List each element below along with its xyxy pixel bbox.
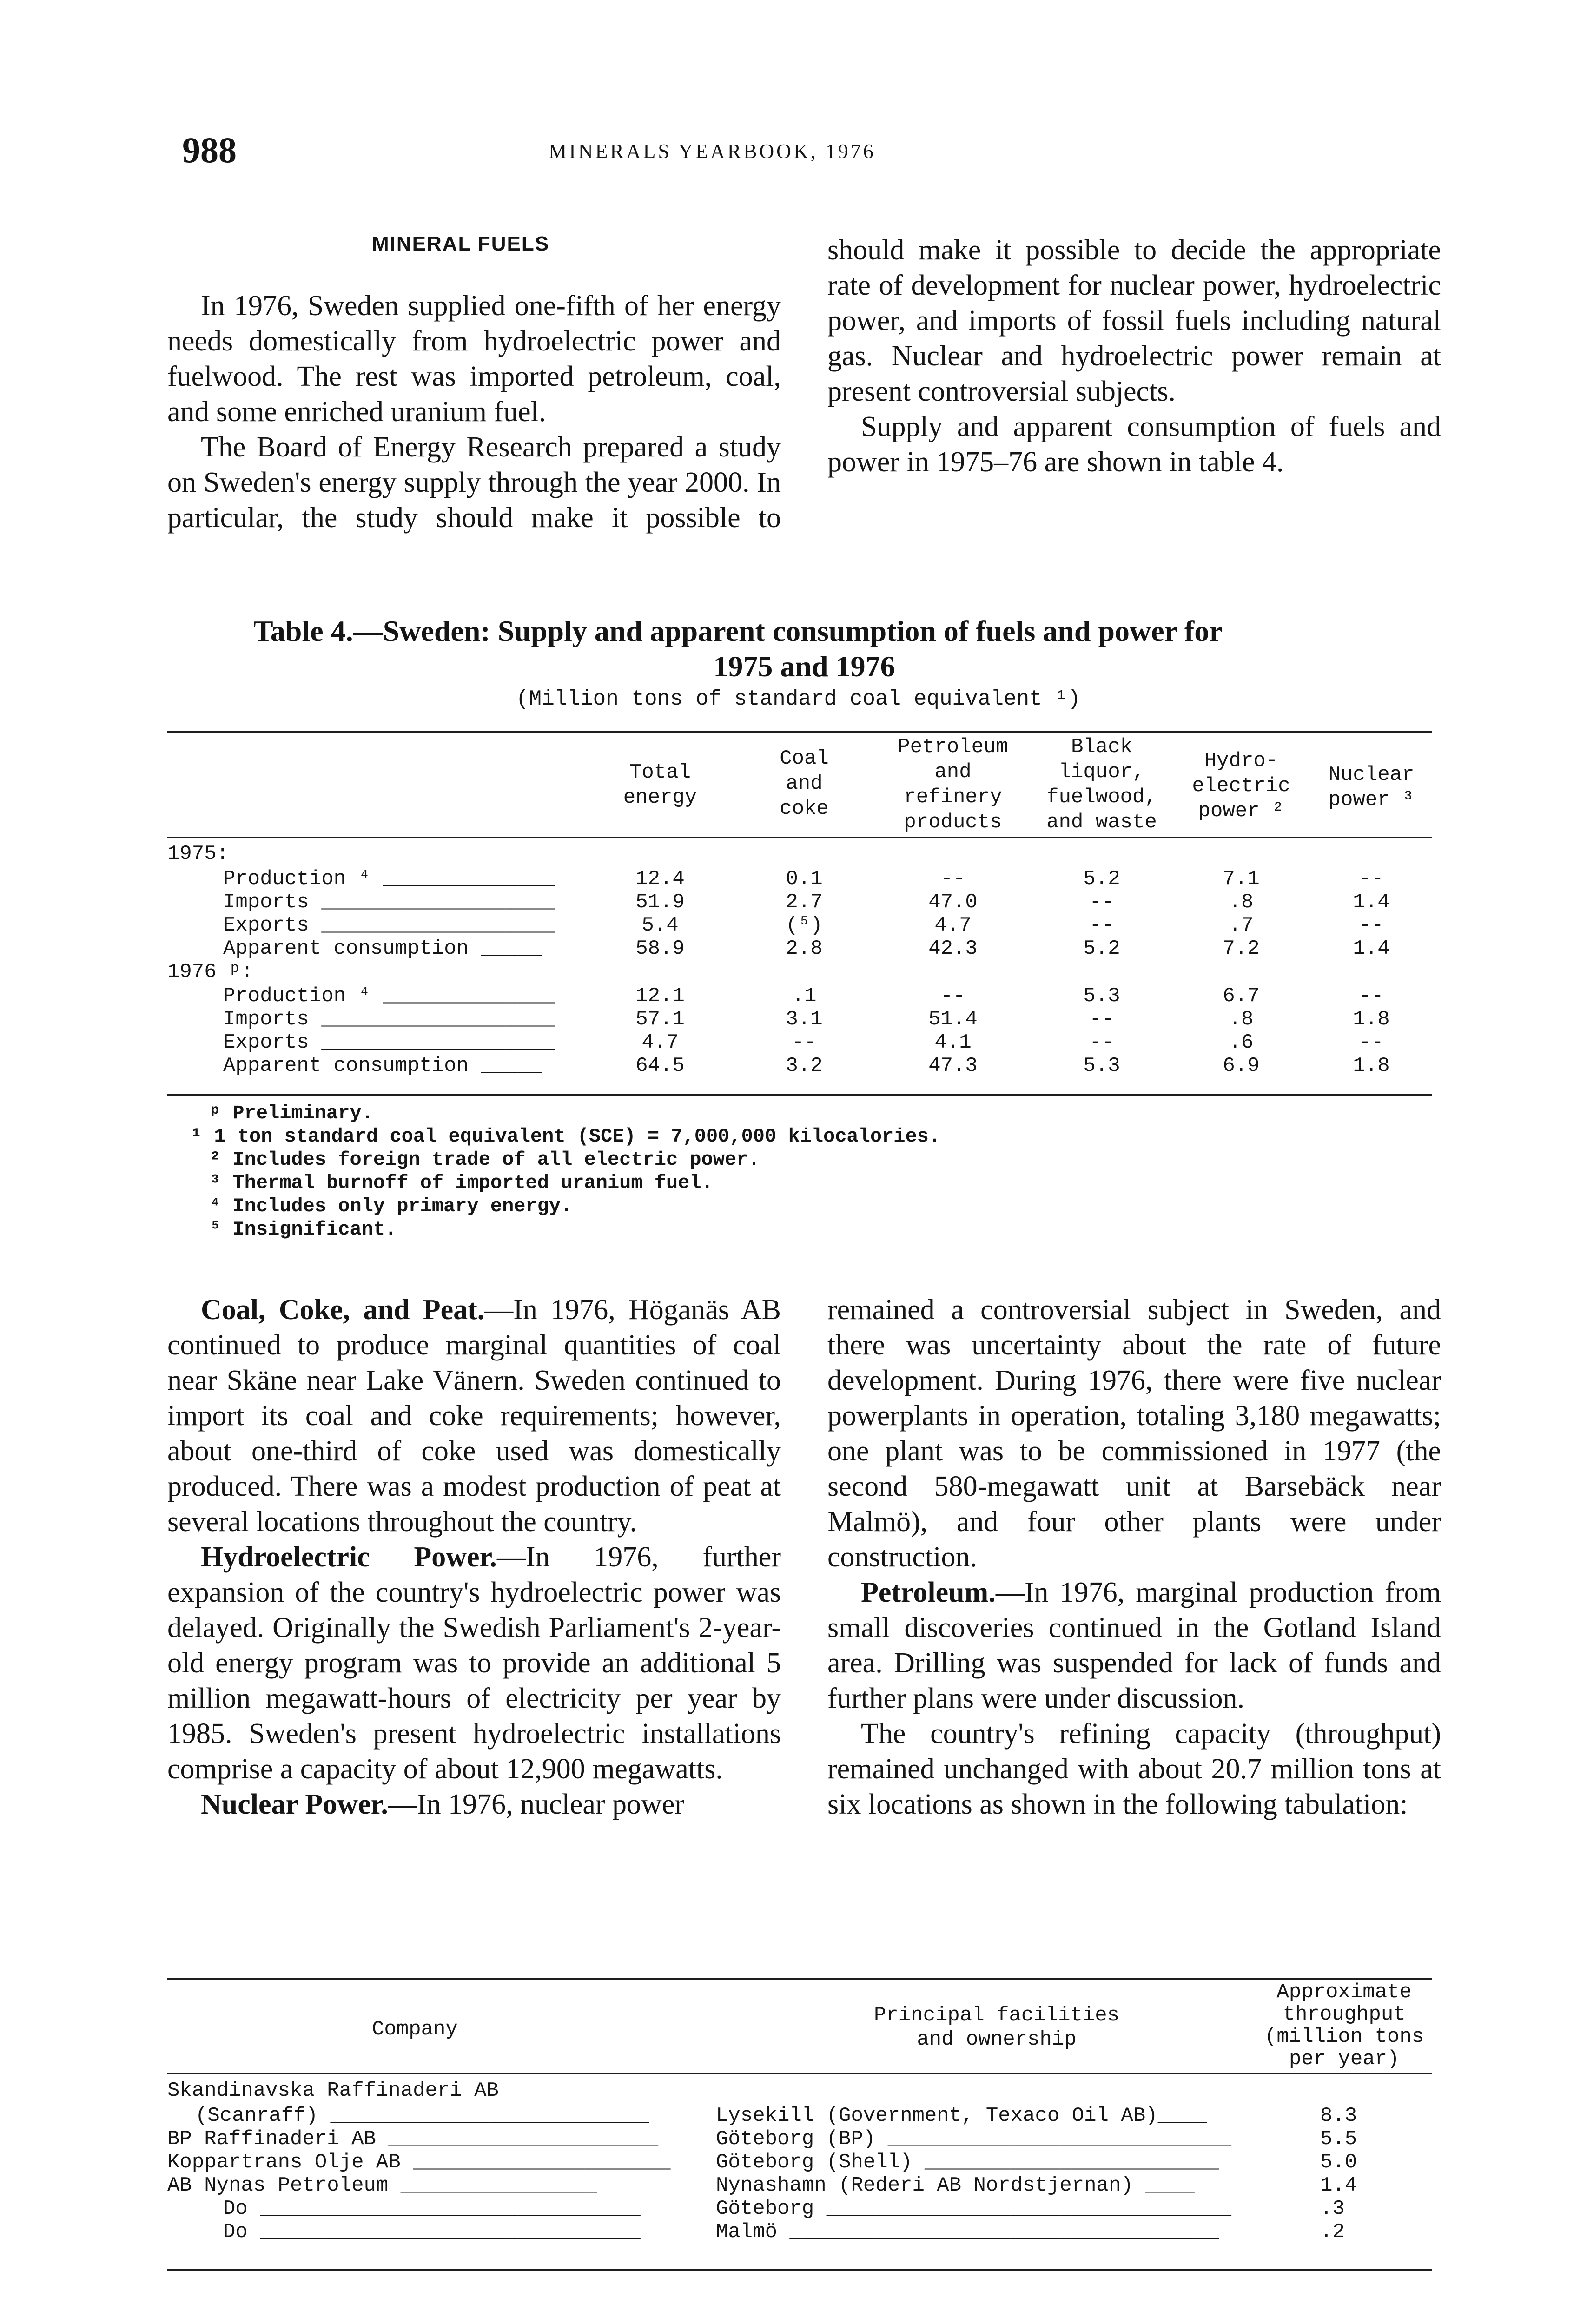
cell: 7.1 (1223, 867, 1260, 891)
cell: 4.7 (934, 914, 972, 937)
footnote: ⁴ Includes only primary energy. (209, 1195, 573, 1217)
cell: -- (940, 984, 965, 1008)
list-item: BP Raffinaderi AB ______________________ (167, 2127, 659, 2151)
cell: 5.4 (641, 914, 679, 937)
col-header-facilities: Principal facilities and ownership (874, 2004, 1120, 2051)
cell: 6.9 (1223, 1054, 1260, 1077)
cell: -- (1359, 1031, 1384, 1054)
cell: .2 (1320, 2220, 1345, 2244)
nuclear-heading: Nuclear Power. (201, 1789, 388, 1820)
cell: 51.4 (928, 1008, 978, 1031)
cell: 12.1 (635, 984, 685, 1008)
footnote: ³ Thermal burnoff of imported uranium fuel. (209, 1172, 713, 1194)
cell: 64.5 (635, 1054, 685, 1077)
list-item: (Scanraff) __________________________ (195, 2104, 649, 2127)
cell: -- (1089, 1031, 1114, 1054)
cell: 1.4 (1353, 937, 1390, 960)
cell: 5.3 (1083, 1054, 1120, 1077)
refining-paragraph: The country's refining capacity (throughput) remained unchanged with about 20.7 million tons at six locations as shown in the following tabulation: (827, 1718, 1441, 1820)
cell: 3.1 (786, 1008, 823, 1031)
footnote: ᵖ Preliminary. (209, 1102, 373, 1124)
cell: 1.4 (1353, 891, 1390, 914)
table-4-bottom-rule (167, 1094, 1432, 1096)
list-item: AB Nynas Petroleum ________________ (167, 2174, 597, 2197)
lower-right-column (827, 1292, 1441, 1822)
list-item: Göteborg (BP) ____________________________ (716, 2127, 1231, 2151)
cell: 1.8 (1353, 1054, 1390, 1077)
mineral-fuels-right-column (827, 232, 1441, 480)
col-header-petroleum: Petroleum and refinery products (898, 735, 1008, 834)
cell: 51.9 (635, 891, 685, 914)
cell: 2.7 (786, 891, 823, 914)
table-4-title-line-2: 1975 and 1976 (713, 650, 895, 683)
mineral-fuels-para-2: The Board of Energy Research prepared a study on Sweden's energy supply through the year 2000. In particular, the study should make it possible to (167, 431, 781, 534)
cell: 6.7 (1223, 984, 1260, 1008)
mineral-fuels-para-2-cont: should make it possible to decide the appropriate rate of development for nuclear power, hydroelectric power, and imports of fossil fuels including natural gas. Nuclear and hydroelectric power remain at present controversial subjects. (827, 234, 1441, 407)
section-heading-mineral-fuels: MINERAL FUELS (372, 232, 550, 255)
cell: -- (1359, 984, 1384, 1008)
cell: 8.3 (1320, 2104, 1357, 2127)
list-item: Do _______________________________ (223, 2220, 641, 2244)
table-row: Imports ___________________ (223, 1008, 555, 1031)
cell: 58.9 (635, 937, 685, 960)
cell: 12.4 (635, 867, 685, 891)
table-4-top-rule (167, 731, 1432, 733)
cell: -- (1359, 914, 1384, 937)
cell: .3 (1320, 2197, 1345, 2220)
refinery-table-top-rule (167, 1978, 1432, 1980)
cell: -- (792, 1031, 817, 1054)
cell: 2.8 (786, 937, 823, 960)
cell: 3.2 (786, 1054, 823, 1077)
page-number: 988 (182, 130, 237, 170)
cell: -- (1089, 891, 1114, 914)
list-item: Nynashamn (Rederi AB Nordstjernan) ____ (716, 2174, 1195, 2197)
col-header-black-liquor: Black liquor, fuelwood, and waste (1046, 735, 1157, 834)
cell: 5.3 (1083, 984, 1120, 1008)
cell: 57.1 (635, 1008, 685, 1031)
mineral-fuels-para-3: Supply and apparent consumption of fuels and power in 1975–76 are shown in table 4. (827, 411, 1441, 478)
cell: .1 (792, 984, 817, 1008)
mineral-fuels-left-column (167, 288, 781, 535)
cell: 1.4 (1320, 2174, 1357, 2197)
mineral-fuels-para-1: In 1976, Sweden supplied one-fifth of her energy needs domestically from hydroelectric power and fuelwood. The rest was imported petroleum, coal, and some enriched uranium fuel. (167, 290, 781, 428)
cell: 4.7 (641, 1031, 679, 1054)
list-item: Göteborg _________________________________ (716, 2197, 1231, 2220)
cell: -- (940, 867, 965, 891)
cell: 42.3 (928, 937, 978, 960)
table-row: Exports ___________________ (223, 914, 555, 937)
list-item: Do _______________________________ (223, 2197, 641, 2220)
footnote: ⁵ Insignificant. (209, 1218, 397, 1241)
petroleum-heading: Petroleum. (861, 1577, 996, 1608)
nuclear-paragraph-cont: remained a controversial subject in Sweden, and there was uncertainty about the rate of future development. During 1976, there were five nuclear powerplants in operation, totaling 3,180 megawatts; one plant was to be commissioned in 1977 (the second 580-megawatt unit at Barsebäck near Malmö), and four other plants were under construction. (827, 1294, 1441, 1573)
year-label-1976: 1976 ᵖ: (167, 960, 253, 984)
cell: 7.2 (1223, 937, 1260, 960)
cell: 47.3 (928, 1054, 978, 1077)
col-header-hydroelectric: Hydro- electric power ² (1192, 749, 1290, 823)
cell: 1.8 (1353, 1008, 1390, 1031)
table-row: Imports ___________________ (223, 891, 555, 914)
col-header-coal: Coal and coke (780, 747, 829, 820)
coal-heading: Coal, Coke, and Peat. (201, 1294, 485, 1326)
col-header-nuclear: Nuclear power ³ (1328, 763, 1415, 812)
list-item: Göteborg (Shell) ________________________ (716, 2151, 1219, 2174)
year-label-1975: 1975: (167, 842, 229, 865)
cell: 5.5 (1320, 2127, 1357, 2151)
list-item: Lysekill (Government, Texaco Oil AB)____ (716, 2104, 1207, 2127)
cell: 5.2 (1083, 867, 1120, 891)
col-header-company: Company (372, 2018, 458, 2041)
hydro-paragraph: Hydroelectric Power.—In 1976, further expansion of the country's hydroelectric power was delayed. Originally the Swedish Parliament's 2-year-old energy program was to provide an additional 5 million megawatt-hours of electricity per year by 1985. Sweden's present hydroelectric installations comprise a capacity of about 12,900 megawatts. (167, 1541, 781, 1785)
nuclear-paragraph-start: Nuclear Power.—In 1976, nuclear power (201, 1789, 684, 1820)
lower-left-column (167, 1292, 781, 1822)
cell: 5.2 (1083, 937, 1120, 960)
cell: .6 (1229, 1031, 1254, 1054)
cell: .8 (1229, 891, 1254, 914)
cell: 4.1 (934, 1031, 972, 1054)
table-row: Exports ___________________ (223, 1031, 555, 1054)
refinery-table-header-rule (167, 2073, 1432, 2074)
cell: 5.0 (1320, 2151, 1357, 2174)
table-row: Apparent consumption _____ (223, 937, 542, 960)
col-header-total: Total energy (623, 761, 697, 809)
table-4-header-rule (167, 837, 1432, 838)
list-item: Malmö ___________________________________ (716, 2220, 1219, 2244)
footnote: ¹ 1 ton standard coal equivalent (SCE) = 7,000,000 kilocalories. (191, 1125, 941, 1148)
running-head: MINERALS YEARBOOK, 1976 (549, 140, 876, 163)
col-header-throughput: Approximate throughput (million tons per year) (1264, 1981, 1424, 2071)
list-item: Koppartrans Olje AB _____________________ (167, 2151, 671, 2174)
footnote: ² Includes foreign trade of all electric power. (209, 1149, 760, 1171)
refinery-table-bottom-rule (167, 2269, 1432, 2271)
cell: -- (1089, 914, 1114, 937)
table-4-title (177, 614, 1432, 684)
table-row: Production ⁴ ______________ (223, 867, 555, 891)
cell: -- (1359, 867, 1384, 891)
cell: 0.1 (786, 867, 823, 891)
cell: 47.0 (928, 891, 978, 914)
table-4-title-line-1: Table 4.—Sweden: Supply and apparent consumption of fuels and power for (253, 614, 1223, 647)
cell: .8 (1229, 1008, 1254, 1031)
petroleum-paragraph: Petroleum.—In 1976, marginal production from small discoveries continued in the Gotland Island area. Drilling was suspended for lack of funds and further plans were under discussion. (827, 1577, 1441, 1714)
table-row: Production ⁴ ______________ (223, 984, 555, 1008)
company-name: Skandinavska Raffinaderi AB (167, 2079, 499, 2102)
hydro-heading: Hydroelectric Power. (201, 1541, 497, 1573)
cell: -- (1089, 1008, 1114, 1031)
coal-paragraph: Coal, Coke, and Peat.—In 1976, Höganäs AB continued to produce marginal quantities of coal near Skäne near Lake Vänern. Sweden continued to import its coal and coke requirements; however, about one-third of coke used was domestically produced. There was a modest production of peat at several locations throughout the country. (167, 1294, 781, 1538)
table-4-unit: (Million tons of standard coal equivalent ¹) (516, 687, 1081, 711)
table-row: Apparent consumption _____ (223, 1054, 542, 1077)
cell: .7 (1229, 914, 1254, 937)
cell: (⁵) (786, 914, 823, 937)
